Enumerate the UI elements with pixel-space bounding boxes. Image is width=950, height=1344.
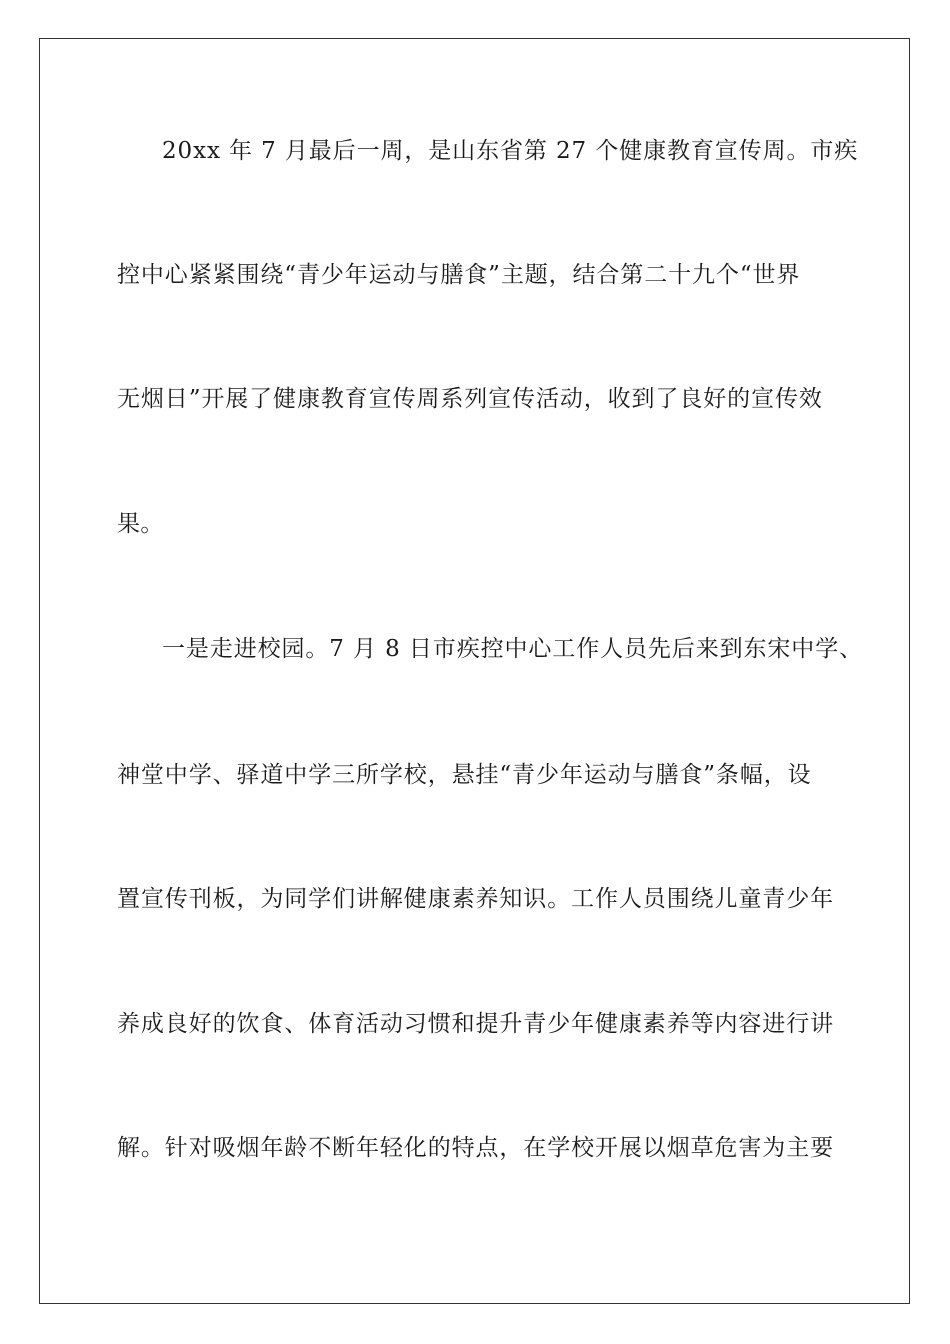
page-border	[39, 38, 910, 1304]
paragraph-1-line-3: 无烟日”开展了健康教育宣传周系列宣传活动，收到了良好的宣传效	[117, 386, 823, 412]
paragraph-1-line-1: 20xx 年 7 月最后一周，是山东省第 27 个健康教育宣传周。市疾	[162, 138, 859, 164]
paragraph-1-line-2: 控中心紧紧围绕“青少年运动与膳食”主题，结合第二十九个“世界	[117, 262, 801, 288]
paragraph-2-line-4: 养成良好的饮食、体育活动习惯和提升青少年健康素养等内容进行讲	[117, 1011, 834, 1037]
paragraph-2-line-3: 置宣传刊板，为同学们讲解健康素养知识。工作人员围绕儿童青少年	[117, 886, 834, 912]
paragraph-2-line-2: 神堂中学、驿道中学三所学校，悬挂“青少年运动与膳食”条幅，设	[117, 762, 812, 788]
paragraph-2-line-5: 解。针对吸烟年龄不断年轻化的特点，在学校开展以烟草危害为主要	[117, 1135, 834, 1161]
paragraph-2-line-1: 一是走进校园。7 月 8 日市疾控中心工作人员先后来到东宋中学、	[162, 636, 863, 662]
paragraph-1-line-4: 果。	[117, 511, 164, 537]
